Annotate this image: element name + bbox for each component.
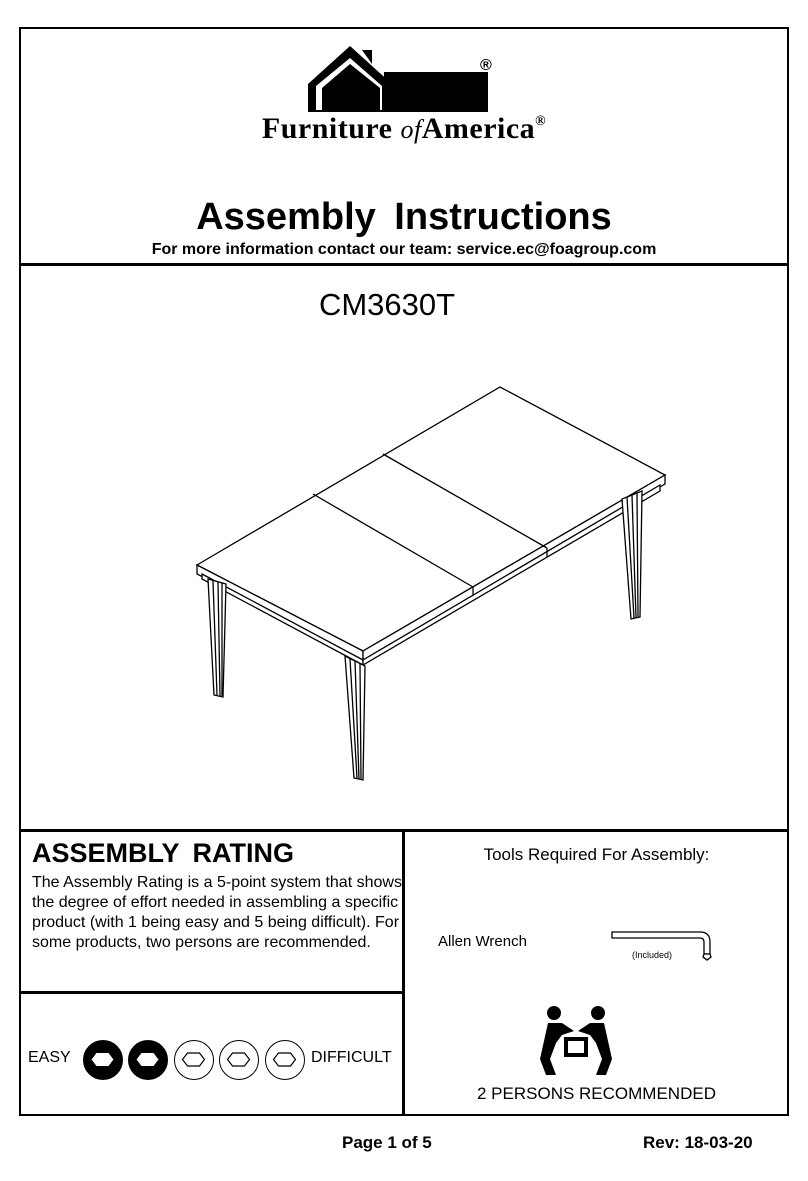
page-title: Assembly Instructions (196, 196, 612, 238)
rating-bolt-2 (128, 1040, 168, 1080)
hex-bolt-icon (84, 1041, 121, 1078)
rating-divider (19, 991, 404, 994)
revision-date: Rev: 18-03-20 (643, 1133, 753, 1152)
tools-required-title: Tools Required For Assembly: (483, 845, 710, 864)
logo-registered-mark: ® (480, 57, 492, 74)
hex-bolt-icon (175, 1041, 212, 1078)
two-persons-icon (540, 1003, 612, 1075)
assembly-rating-title: ASSEMBLY RATING (32, 838, 295, 868)
brand-name (0, 112, 808, 146)
easy-label: EASY (28, 1049, 71, 1066)
brand-name-of: of (400, 115, 422, 144)
rating-bolt-1 (83, 1040, 123, 1080)
allen-wrench-label: Allen Wrench (438, 933, 527, 950)
model-number: CM3630T (318, 287, 456, 322)
difficult-label: DIFFICULT (311, 1049, 392, 1066)
allen-wrench-icon (610, 926, 720, 966)
column-divider (402, 829, 405, 1116)
rating-bolt-4 (219, 1040, 259, 1080)
persons-recommended-label: 2 PERSONS RECOMMENDED (477, 1084, 716, 1103)
brand-name-america: America (421, 112, 536, 145)
brand-house-logo (300, 40, 500, 115)
hex-bolt-icon (129, 1041, 166, 1078)
assembly-rating-description: The Assembly Rating is a 5-point system that shows the degree of effort needed in assembling a specific product (with 1 being easy and 5 being difficult). For some products, two persons are recommended. (32, 874, 402, 951)
rating-bolt-3 (174, 1040, 214, 1080)
table-illustration (180, 375, 680, 795)
rating-bolt-5 (265, 1040, 305, 1080)
brand-name-main: Furniture (261, 112, 393, 145)
contact-line: For more information contact our team: service.ec@foagroup.com (151, 241, 657, 258)
brand-registered-mark: ® (535, 114, 547, 129)
page-number: Page 1 of 5 (342, 1133, 432, 1152)
hex-bolt-icon (266, 1041, 303, 1078)
allen-wrench-note: (Included) (632, 950, 673, 960)
header-divider (19, 263, 789, 266)
hex-bolt-icon (220, 1041, 257, 1078)
